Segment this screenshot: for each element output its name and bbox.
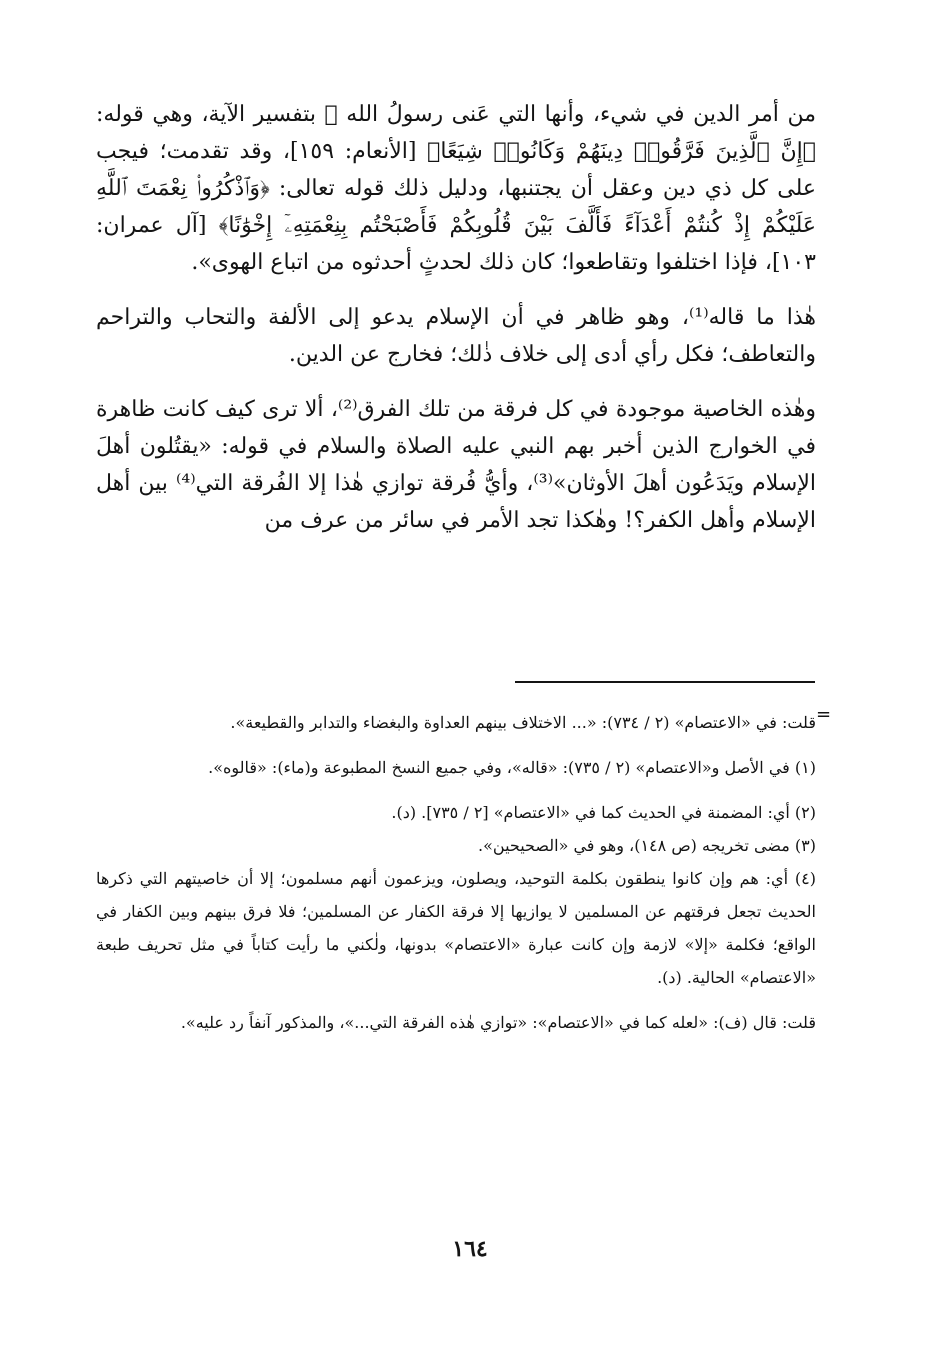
paragraph-2: هٰذا ما قاله⁽¹⁾، وهو ظاهر في أن الإسلام يدعو إلى الألفة والتحاب والتراحم والتعاطف؛ فكل رأي أدى إلى خلاف ذٰلك؛ فخارج عن الدين. bbox=[96, 305, 817, 367]
footnote-4: (٤) أي: هم وإن كانوا ينطقون بكلمة التوحيد، ويصلون، ويزعمون أنهم مسلمون؛ إلا أن خاصيتهم التي ذكرها الحديث تجعل فرقتهم عن المسلمين لا يوازيها إلا فرقة الكفار عن المسلمين؛ فلا فرق بينهم وبين الكفار في الواقع؛ فكلمة «إلا» لازمة وإن كانت عبارة «الاعتصام» بدونها، ولٰكني ما رأيت كتاباً في مثل تحريف طبعة «الاعتصام» الحالية. (د). bbox=[96, 869, 817, 987]
footnotes bbox=[96, 706, 816, 1051]
page-number: ١٦٤ bbox=[452, 1236, 488, 1262]
footnote-continuation-marker: = bbox=[816, 704, 832, 725]
main-text bbox=[96, 96, 816, 539]
footnote-continued: قلت: في «الاعتصام» (٢ / ٧٣٤): «... الاختلاف بينهم العداوة والبغضاء والتدابر والقطيعة». bbox=[230, 713, 816, 732]
footnote-5: قلت: قال (ف): «لعله كما في «الاعتصام»: «توازي هٰذه الفرقة التي...»، والمذكور آنفاً رد عليه». bbox=[180, 1013, 816, 1032]
paragraph-3: وهٰذه الخاصية موجودة في كل فرقة من تلك الفرق⁽²⁾، ألا ترى كيف كانت ظاهرة في الخوارج الذين أخبر بهم النبي عليه الصلاة والسلام في قوله: «يقتُلون أهلَ الإسلام ويَدَعُون أهلَ الأوثان»⁽³⁾، وأيُّ فُرقة توازي هٰذا إلا الفُرقة التي⁽⁴⁾ بين أهل الإسلام وأهل الكفر؟! وهٰكذا تجد الأمر في سائر من عرف من bbox=[96, 397, 816, 533]
footnote-1: (١) في الأصل و«الاعتصام» (٢ / ٧٣٥): «قاله»، وفي جميع النسخ المطبوعة و(ماء): «قالوه». bbox=[208, 758, 816, 777]
paragraph-1: من أمر الدين في شيء، وأنها التي عَنى رسولُ الله ﷺ بتفسير الآية، وهي قوله: ﴿إِنَّ ٱلَّذِينَ فَرَّقُوا۟ دِينَهُمْ وَكَانُوا۟ شِيَعًا﴾ [الأنعام: ١٥٩]، وقد تقدمت؛ فيجب على كل ذي دين وعقل أن يجتنبها، ودليل ذلك قوله تعالى: ﴿وَٱذْكُرُوا۟ نِعْمَتَ ٱللَّهِ عَلَيْكُمْ إِذْ كُنتُمْ أَعْدَآءً فَأَلَّفَ بَيْنَ قُلُوبِكُمْ فَأَصْبَحْتُم بِنِعْمَتِهِۦٓ إِخْوَٰنًا﴾ [آل عمران: ١٠٣]، فإذا اختلفوا وتقاطعوا؛ كان ذلك لحدثٍ أحدثوه من اتباع الهوى». bbox=[96, 102, 817, 275]
footnote-3: (٣) مضى تخريجه (ص ١٤٨)، وهو في «الصحيحين». bbox=[478, 836, 816, 855]
footnote-2: (٢) أي: المضمنة في الحديث كما في «الاعتصام» [٢ / ٧٣٥]. (د). bbox=[391, 803, 816, 822]
footnote-divider bbox=[515, 681, 815, 683]
